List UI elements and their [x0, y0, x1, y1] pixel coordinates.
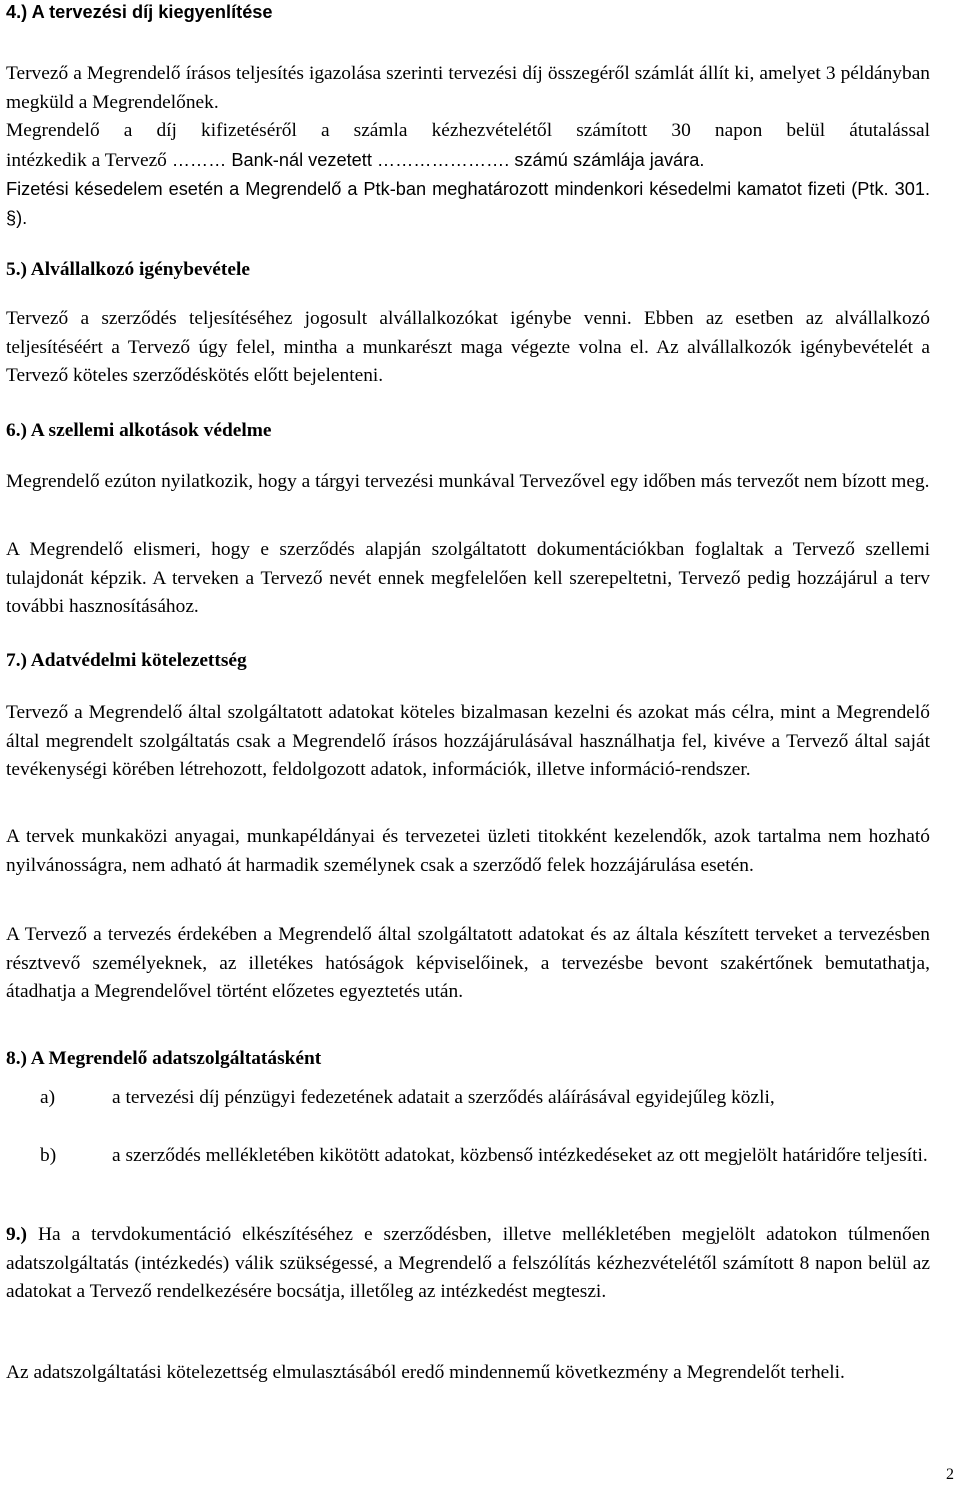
section-7-paragraph-2: A tervek munkaközi anyagai, munkapéldányai és tervezetei üzleti titokként kezelendők, azok tartalma nem hozható nyilvánosságra, nem adható át harmadik személynek csak a szerződő felek hozzájárulása esetén. [6, 826, 930, 876]
section-4-paragraph-2-line-3: Fizetési késedelem esetén a Megrendelő a Ptk-ban meghatározott mindenkori késedelmi kamatot fizeti (Ptk. 301. §). [6, 179, 930, 228]
section-4-paragraph-2-line-2 [6, 146, 930, 176]
section-6-heading: 6.) A szellemi alkotások védelme [6, 420, 272, 441]
line-2-part-a: intézkedik a Tervező [6, 149, 172, 171]
section-6-paragraph-1: Megrendelő ezúton nyilatkozik, hogy a tárgyi tervezési munkával Tervezővel egy időben más tervezőt nem bízott meg. [6, 471, 930, 492]
section-9-paragraph-1-text: Ha a tervdokumentáció elkészítéséhez e szerződésben, illetve mellékletében megjelölt adatokon túlmenően adatszolgáltatás (intézkedés) válik szükségessé, a Megrendelő a felszólítás kézhezvételétől számított 8 napon belül az adatokat a Tervező rendelkezésére bocsátja, illetőleg az intézkedést megteszi. [6, 1224, 930, 1303]
line-2-part-b: ……… Bank-nál vezetett …………………. számú számlája javára. [171, 149, 705, 170]
page-number: 2 [946, 1466, 954, 1483]
section-4-heading: 4.) A tervezési díj kiegyenlítése [6, 2, 273, 22]
section-5-heading: 5.) Alvállalkozó igénybevétele [6, 259, 250, 280]
section-9-paragraph-1 [6, 1221, 930, 1307]
section-5-paragraph-1: Tervező a szerződés teljesítéséhez jogosult alvállalkozókat igénybe venni. Ebben az esetben az alvállalkozó teljesítéséért a Tervező úgy felel, mintha a munkarészt maga végezte volna el. Az alvállalkozók igénybevételét a Tervező köteles szerződéskötés előtt bejelenteni. [6, 308, 930, 387]
section-9-paragraph-2: Az adatszolgáltatási kötelezettség elmulasztásából eredő mindennemű következmény a Megrendelőt terheli. [6, 1362, 845, 1383]
section-7-heading: 7.) Adatvédelmi kötelezettség [6, 650, 247, 671]
section-4-paragraph-2-line-1: Megrendelő a díj kifizetéséről a számla kézhezvételétől számított 30 napon belül átutalással [6, 120, 930, 141]
section-6-paragraph-2: A Megrendelő elismeri, hogy e szerződés alapján szolgáltatott dokumentációkban foglaltak a Tervező szellemi tulajdonát képzik. A terveken a Tervező nevét ennek megfelelően kell szerepeltetni, Tervező pedig hozzájárul a terv további hasznosításához. [6, 539, 930, 618]
section-4-paragraph-2 [6, 117, 930, 232]
list-item-text: a tervezési díj pénzügyi fedezetének adatait a szerződés aláírásával egyidejűleg közli, [112, 1087, 775, 1108]
section-7-paragraph-1: Tervező a Megrendelő által szolgáltatott adatokat köteles bizalmasan kezelni és azokat más célra, mint a Megrendelő által megrendelt szolgáltatás csak a Megrendelő írásos hozzájárulásával használhatja fel, kivéve a Tervező által saját tevékenységi körében létrehozott, feldolgozott adatok, információk, illetve információ-rendszer. [6, 702, 930, 781]
list-item-letter: a) [40, 1087, 56, 1108]
list-item-text: a szerződés mellékletében kikötött adatokat, közbenső intézkedéseket az ott megjelölt határidőre teljesíti. [112, 1145, 928, 1166]
section-7-paragraph-3: A Tervező a tervezés érdekében a Megrendelő által szolgáltatott adatokat és az általa készített terveket a tervezésben résztvevő személyeknek, az illetékes hatóságok képviselőinek, a tervezésbe bevont szakértőnek bemutathatja, átadhatja a Megrendelővel történt előzetes egyeztetés után. [6, 924, 930, 1003]
section-4-paragraph-1: Tervező a Megrendelő írásos teljesítés igazolása szerinti tervezési díj összegéről számlát állít ki, amelyet 3 példányban megküld a Megrendelőnek. [6, 63, 930, 113]
list-item-letter: b) [40, 1145, 57, 1166]
section-8-heading: 8.) A Megrendelő adatszolgáltatásként [6, 1048, 322, 1069]
section-9-number: 9.) [6, 1224, 28, 1245]
